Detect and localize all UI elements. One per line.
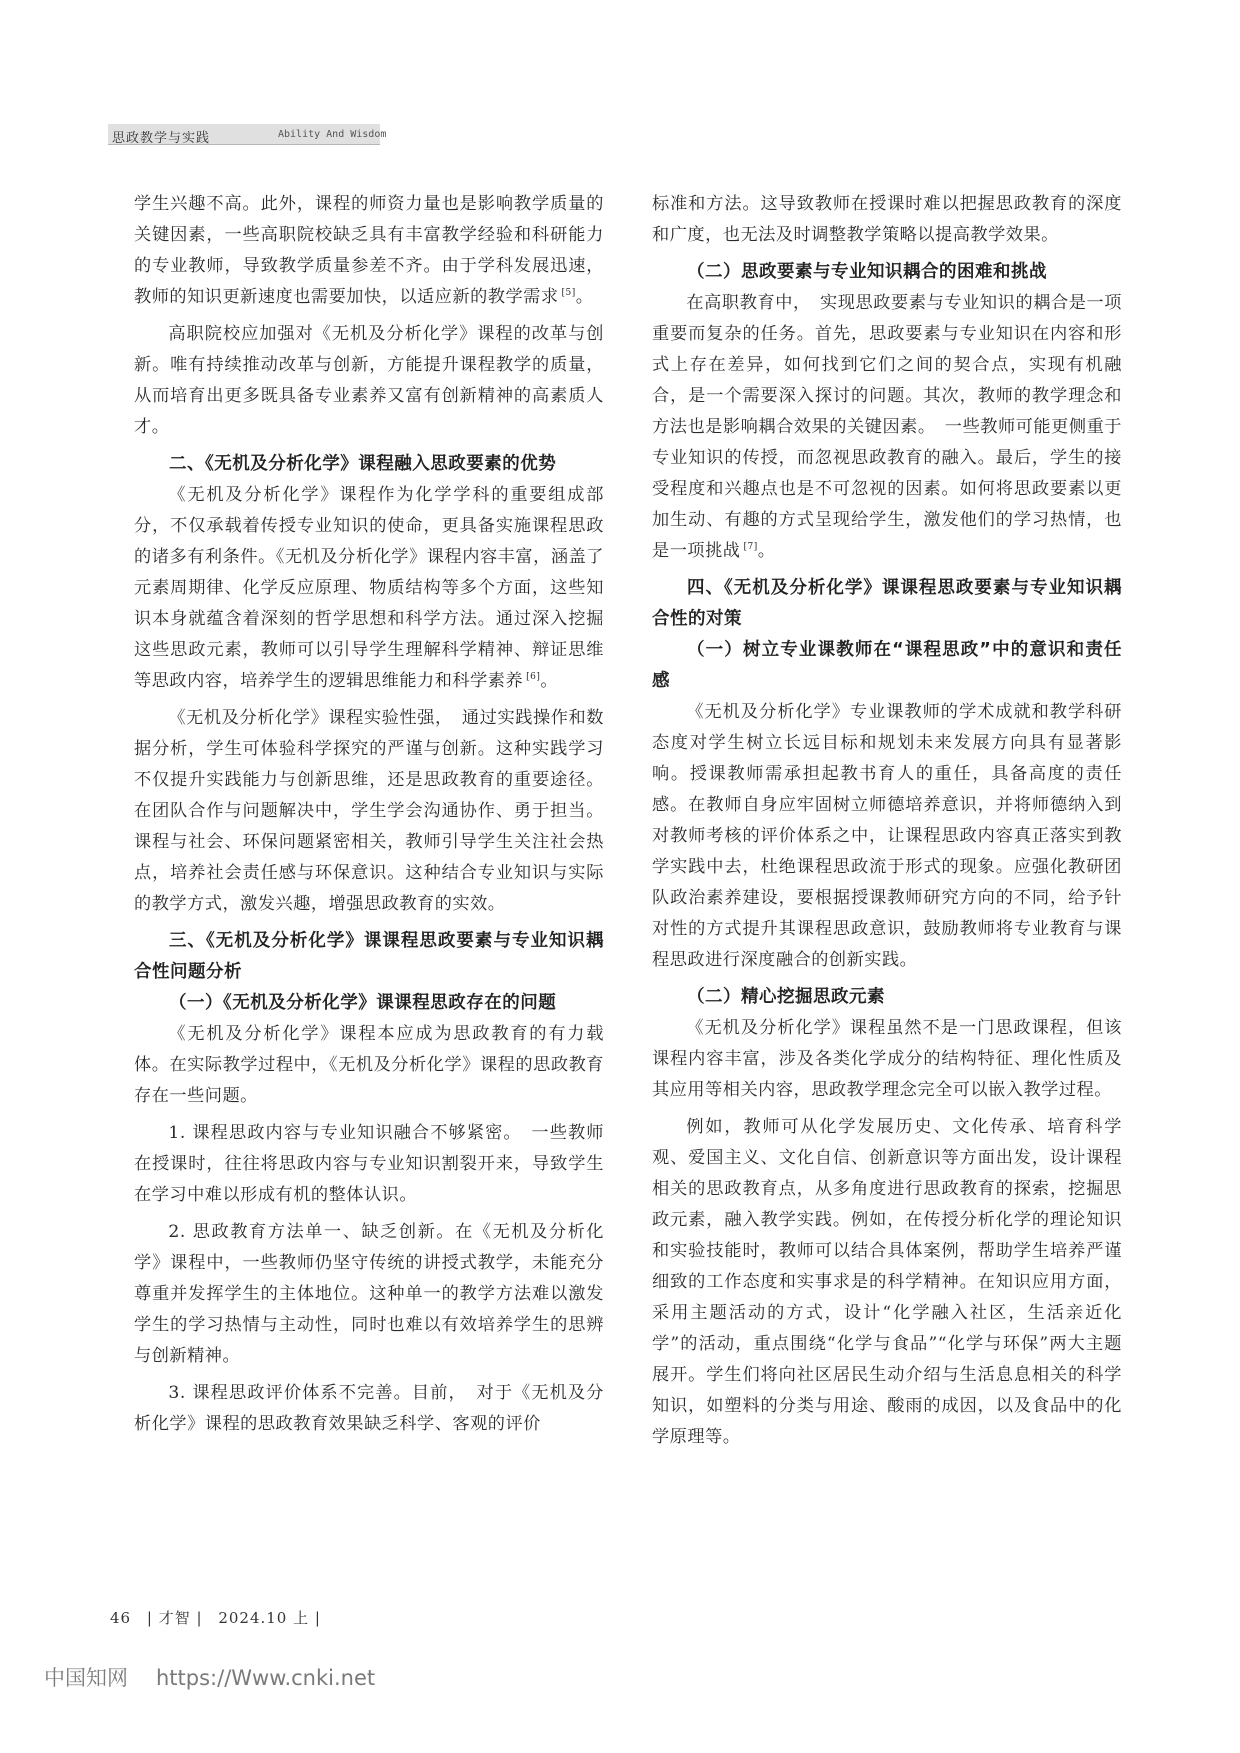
paragraph	[134, 480, 604, 697]
paragraph	[134, 1217, 604, 1372]
paragraph-text: 《无机及分析化学》专业课教师的学术成就和教学科研态度对学生树立长远目标和规划未来发展方向具有显著影响。授课教师需承担起教书育人的重任，具备高度的责任感。在教师自身应牢固树立师德培养意识，并将师德纳入到对教师考核的评价体系之中，让课程思政内容真正落实到教学实践中去，杜绝课程思政流于形式的现象。应强化教研团队政治素养建设，要根据授课教师研究方向的不同，给予针对性的方式提升其课程思政意识，鼓励教师将专业教育与课程思政进行深度融合的创新实践。	[652, 702, 1122, 970]
subsection-heading	[134, 988, 604, 1019]
paragraph	[652, 288, 1122, 567]
paragraph-text: 《无机及分析化学》课程虽然不是一门思政课程，但该课程内容丰富，涉及各类化学成分的结构特征、理化性质及其应用等相关内容，思政教学理念完全可以嵌入教学过程。	[652, 1018, 1122, 1100]
paragraph	[134, 319, 604, 443]
right-column	[652, 189, 1122, 1459]
page-number: 46	[110, 1609, 132, 1627]
subsection-heading	[652, 257, 1122, 288]
section-heading	[134, 449, 604, 480]
paragraph-text: 《无机及分析化学》课程实验性强， 通过实践操作和数据分析，学生可体验科学探究的严谨与创新。这种实践学习不仅提升实践能力与创新思维，还是思政教育的重要途径。在团队合作与问题解决中，学生学会沟通协作、勇于担当。课程与社会、环保问题紧密相关，教师引导学生关注社会热点，培养社会责任感与环保意识。这种结合专业知识与实际的教学方式，激发兴趣，增强思政教育的实效。	[134, 708, 604, 914]
paragraph-text: 例如，教师可从化学发展历史、文化传承、培育科学观、爱国主义、文化自信、创新意识等方面出发，设计课程相关的思政教育点，从多角度进行思政教育的探索，挖掘思政元素，融入教学实践。例如，在传授分析化学的理论知识和实验技能时，教师可以结合具体案例，帮助学生培养严谨细致的工作态度和实事求是的科学精神。在知识应用方面，采用主题活动的方式，设计“化学融入社区，生活亲近化学”的活动，重点围绕“化学与食品”“化学与环保”两大主题展开。学生们将向社区居民生动介绍与生活息息相关的科学知识，如塑料的分类与用途、酸雨的成因，以及食品中的化学原理等。	[652, 1117, 1122, 1447]
paragraph	[134, 1378, 604, 1440]
paragraph-text: 《无机及分析化学》课程作为化学学科的重要组成部分，不仅承载着传授专业知识的使命，更具备实施课程思政的诸多有利条件。《无机及分析化学》课程内容丰富，涵盖了元素周期律、化学反应原理、物质结构等多个方面，这些知识本身就蕴含着深刻的哲学思想和科学方法。通过深入挖掘这些思政元素，教师可以引导学生理解科学精神、辩证思维等思政内容，培养学生的逻辑思维能力和科学素养	[134, 485, 604, 691]
paragraph	[134, 1118, 604, 1211]
paragraph	[134, 189, 604, 313]
header-section-title: 思政教学与实践	[112, 131, 211, 146]
cnki-watermark	[44, 1662, 375, 1692]
paragraph-text: 1. 课程思政内容与专业知识融合不够紧密。 一些教师在授课时，往往将思政内容与专业知识割裂开来，导致学生在学习中难以形成有机的整体认识。	[134, 1123, 604, 1205]
paragraph	[134, 1019, 604, 1112]
paragraph-tail: 。	[757, 541, 776, 561]
heading-text: 二、《无机及分析化学》课程融入思政要素的优势	[169, 454, 557, 474]
paragraph-tail: 。	[540, 671, 559, 691]
heading-text: 三、《无机及分析化学》课课程思政要素与专业知识耦合性问题分析	[134, 931, 604, 982]
heading-text: （二）精心挖掘思政元素	[687, 987, 885, 1007]
paragraph	[652, 1013, 1122, 1106]
heading-text: 四、《无机及分析化学》课课程思政要素与专业知识耦合性的对策	[652, 578, 1122, 629]
paragraph-text: 2. 思政教育方法单一、缺乏创新。在《无机及分析化学》课程中，一些教师仍坚守传统的讲授式教学，未能充分尊重并发挥学生的主体地位。这种单一的教学方法难以激发学生的学习热情与主动性，同时也难以有效培养学生的思辨与创新精神。	[134, 1222, 604, 1366]
left-column	[134, 189, 604, 1446]
paragraph-tail: 。	[575, 287, 594, 307]
heading-text: （二）思政要素与专业知识耦合的困难和挑战	[687, 262, 1047, 282]
footer-journal: | 才智 |	[146, 1609, 203, 1627]
subsection-heading	[652, 635, 1122, 697]
paragraph-text: 《无机及分析化学》课程本应成为思政教育的有力载体。在实际教学过程中，《无机及分析化学》课程的思政教育存在一些问题。	[134, 1024, 604, 1106]
watermark-url: https://Www.cnki.net	[156, 1666, 376, 1690]
page-footer	[110, 1607, 331, 1628]
heading-text: （一）树立专业课教师在“课程思政”中的意识和责任感	[652, 640, 1122, 691]
paragraph-text: 学生兴趣不高。此外，课程的师资力量也是影响教学质量的关键因素，一些高职院校缺乏具有丰富教学经验和科研能力的专业教师，导致教学质量参差不齐。由于学科发展迅速，教师的知识更新速度也需要加快，以适应新的教学需求	[134, 194, 604, 307]
footer-issue: 2024.10 上 |	[218, 1609, 321, 1627]
paragraph	[652, 189, 1122, 251]
section-heading	[652, 573, 1122, 635]
citation-ref: [7]	[743, 542, 758, 552]
watermark-name: 中国知网	[44, 1666, 128, 1690]
paragraph	[134, 703, 604, 920]
citation-ref: [5]	[561, 288, 576, 298]
header-journal-name: Ability And Wisdom	[278, 129, 387, 140]
paragraph-text: 3. 课程思政评价体系不完善。目前， 对于《无机及分析化学》课程的思政教育效果缺乏科学、客观的评价	[134, 1383, 604, 1434]
heading-text: （一）《无机及分析化学》课课程思政存在的问题	[169, 993, 557, 1013]
section-heading	[134, 926, 604, 988]
subsection-heading	[652, 982, 1122, 1013]
paragraph-text: 在高职教育中， 实现思政要素与专业知识的耦合是一项重要而复杂的任务。首先，思政要素与专业知识在内容和形式上存在差异，如何找到它们之间的契合点，实现有机融合，是一个需要深入探讨的问题。其次，教师的教学理念和方法也是影响耦合效果的关键因素。 一些教师可能更侧重于专业知识的传授，而忽视思政教育的融入。最后，学生的接受程度和兴趣点也是不可忽视的因素。如何将思政要素以更加生动、有趣的方式呈现给学生，激发他们的学习热情，也是一项挑战	[652, 293, 1122, 561]
paragraph-text: 高职院校应加强对《无机及分析化学》课程的改革与创新。唯有持续推动改革与创新，方能提升课程教学的质量，从而培育出更多既具备专业素养又富有创新精神的高素质人才。	[134, 324, 604, 437]
citation-ref: [6]	[526, 672, 541, 682]
paragraph	[652, 697, 1122, 976]
paragraph-text: 标准和方法。这导致教师在授课时难以把握思政教育的深度和广度，也无法及时调整教学策略以提高教学效果。	[652, 194, 1122, 245]
paragraph	[652, 1112, 1122, 1453]
